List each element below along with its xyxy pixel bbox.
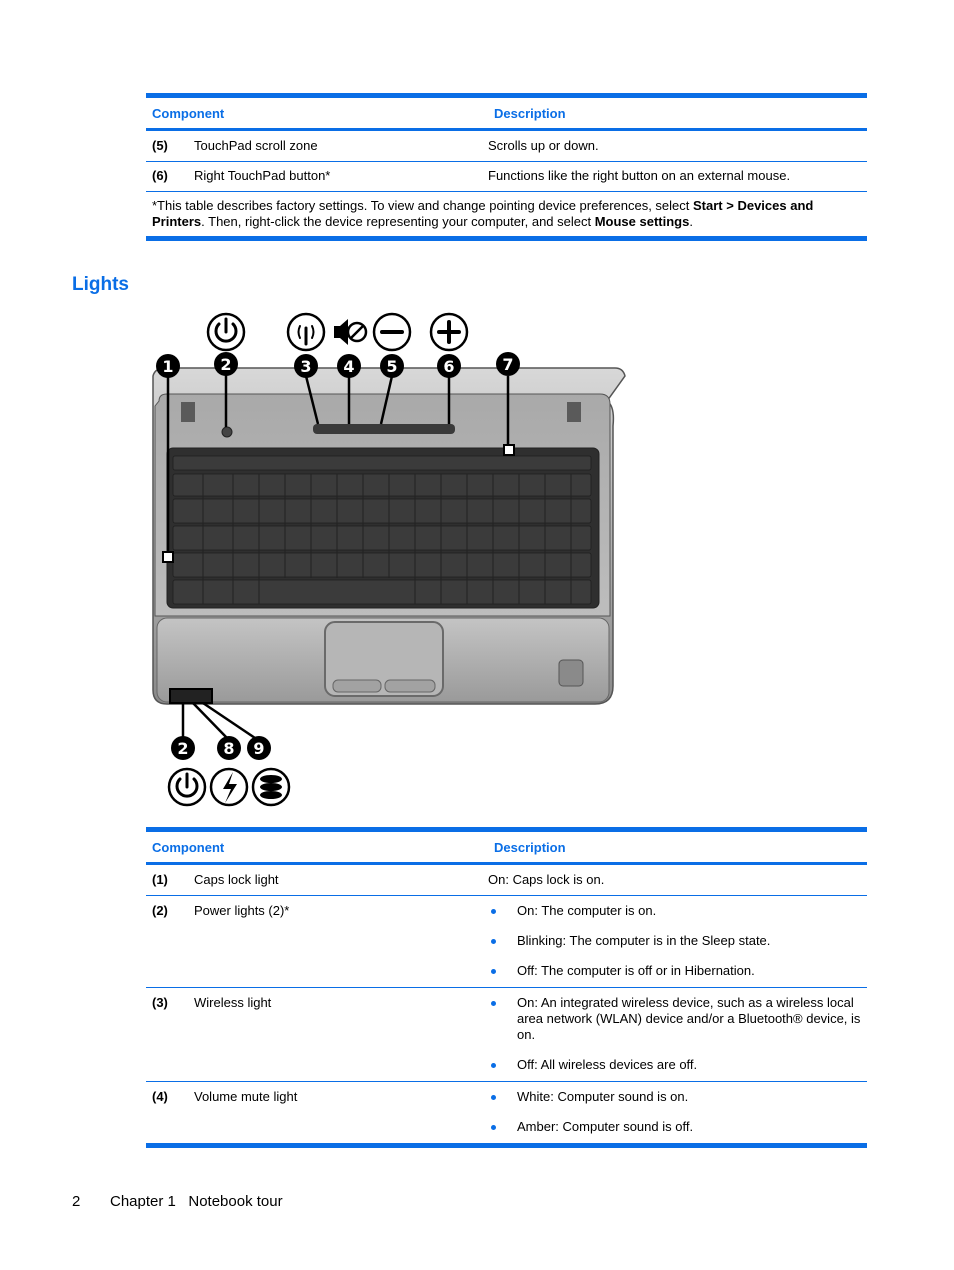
list-item: On: The computer is on. [488, 903, 867, 919]
row-component: Volume mute light [194, 1089, 298, 1104]
table-rule [146, 1143, 867, 1148]
row-component: Caps lock light [194, 872, 279, 887]
row-component: TouchPad scroll zone [194, 138, 318, 153]
row-description [482, 903, 867, 979]
battery-icon [211, 769, 247, 805]
callout-3 [294, 354, 318, 378]
callout-7-number: 7 [502, 355, 514, 374]
section-heading: Lights [72, 274, 129, 295]
row-description: On: Caps lock is on. [488, 872, 605, 887]
row-number: (2) [152, 903, 168, 918]
mute-icon [334, 319, 366, 345]
callout-2 [214, 352, 238, 376]
callout-3-number: 3 [300, 357, 312, 376]
row-component: Right TouchPad button* [194, 168, 331, 183]
table-row [146, 865, 867, 895]
callout-7 [496, 352, 520, 376]
power-icon [208, 314, 244, 350]
callout-6-number: 6 [443, 357, 455, 376]
row-description: Functions like the right button on an external mouse. [488, 168, 791, 183]
callout-2b-number: 2 [177, 739, 189, 758]
note-text: *This table describes factory settings. To view and change pointing device preferences, select [152, 198, 694, 213]
callout-4-number: 4 [343, 357, 355, 376]
callout-8 [217, 736, 241, 760]
row-description: Scrolls up or down. [488, 138, 599, 153]
row-number: (6) [152, 168, 168, 183]
callout-4 [337, 354, 361, 378]
table-footnote [146, 192, 867, 236]
chapter-title: Chapter 1 Notebook tour [110, 1193, 283, 1210]
row-number: (3) [152, 995, 168, 1010]
callout-5 [380, 354, 404, 378]
notebook-lights-figure [145, 306, 635, 811]
notebook-illustration [153, 368, 625, 704]
header-description: Description [494, 105, 566, 121]
callout-2-number: 2 [220, 355, 232, 374]
row-number: (4) [152, 1089, 168, 1104]
note-text: . [689, 214, 693, 229]
note-bold-path: Start > Devices and Printers [152, 198, 814, 229]
list-item: White: Computer sound is on. [488, 1089, 867, 1105]
table-row [146, 896, 867, 987]
row-component: Power lights (2)* [194, 903, 290, 918]
callout-9-number: 9 [253, 739, 265, 758]
plus-icon [431, 314, 467, 350]
row-description [482, 1089, 867, 1135]
note-text: . Then, right-click the device representing your computer, and select [201, 214, 595, 229]
lights-table [146, 827, 867, 1148]
row-component: Wireless light [194, 995, 272, 1010]
table-row [146, 1082, 867, 1143]
list-item: Off: The computer is off or in Hibernation. [488, 963, 867, 979]
bullet-list [488, 1089, 867, 1135]
table-rule [146, 236, 867, 241]
callout-5-number: 5 [386, 357, 398, 376]
bullet-list [488, 995, 867, 1073]
list-item: Amber: Computer sound is off. [488, 1119, 867, 1135]
callout-1-number: 1 [162, 357, 174, 376]
table-header [146, 832, 867, 862]
header-component: Component [152, 839, 225, 855]
page-number: 2 [72, 1193, 81, 1210]
callout-1 [156, 354, 180, 378]
callout-6 [437, 354, 461, 378]
list-item: On: An integrated wireless device, such as a wireless local area network (WLAN) device and/or a Bluetooth® device, is on. [488, 995, 867, 1043]
power-icon [169, 769, 205, 805]
row-number: (5) [152, 138, 168, 153]
callout-2-bottom [171, 736, 195, 760]
components-table-top [146, 93, 867, 241]
list-item: Blinking: The computer is in the Sleep state. [488, 933, 867, 949]
row-number: (1) [152, 872, 168, 887]
page-footer [72, 1193, 283, 1210]
drive-icon [253, 769, 289, 805]
list-item: Off: All wireless devices are off. [488, 1057, 867, 1073]
header-description: Description [494, 839, 566, 855]
note-bold-setting: Mouse settings [594, 214, 690, 229]
bullet-list [488, 903, 867, 979]
table-row [146, 131, 867, 161]
wireless-icon [288, 314, 324, 350]
minus-icon [374, 314, 410, 350]
table-header [146, 98, 867, 128]
callout-9 [247, 736, 271, 760]
header-component: Component [152, 105, 225, 121]
row-description [482, 995, 867, 1073]
table-row [146, 988, 867, 1081]
table-row [146, 162, 867, 191]
callout-8-number: 8 [223, 739, 235, 758]
